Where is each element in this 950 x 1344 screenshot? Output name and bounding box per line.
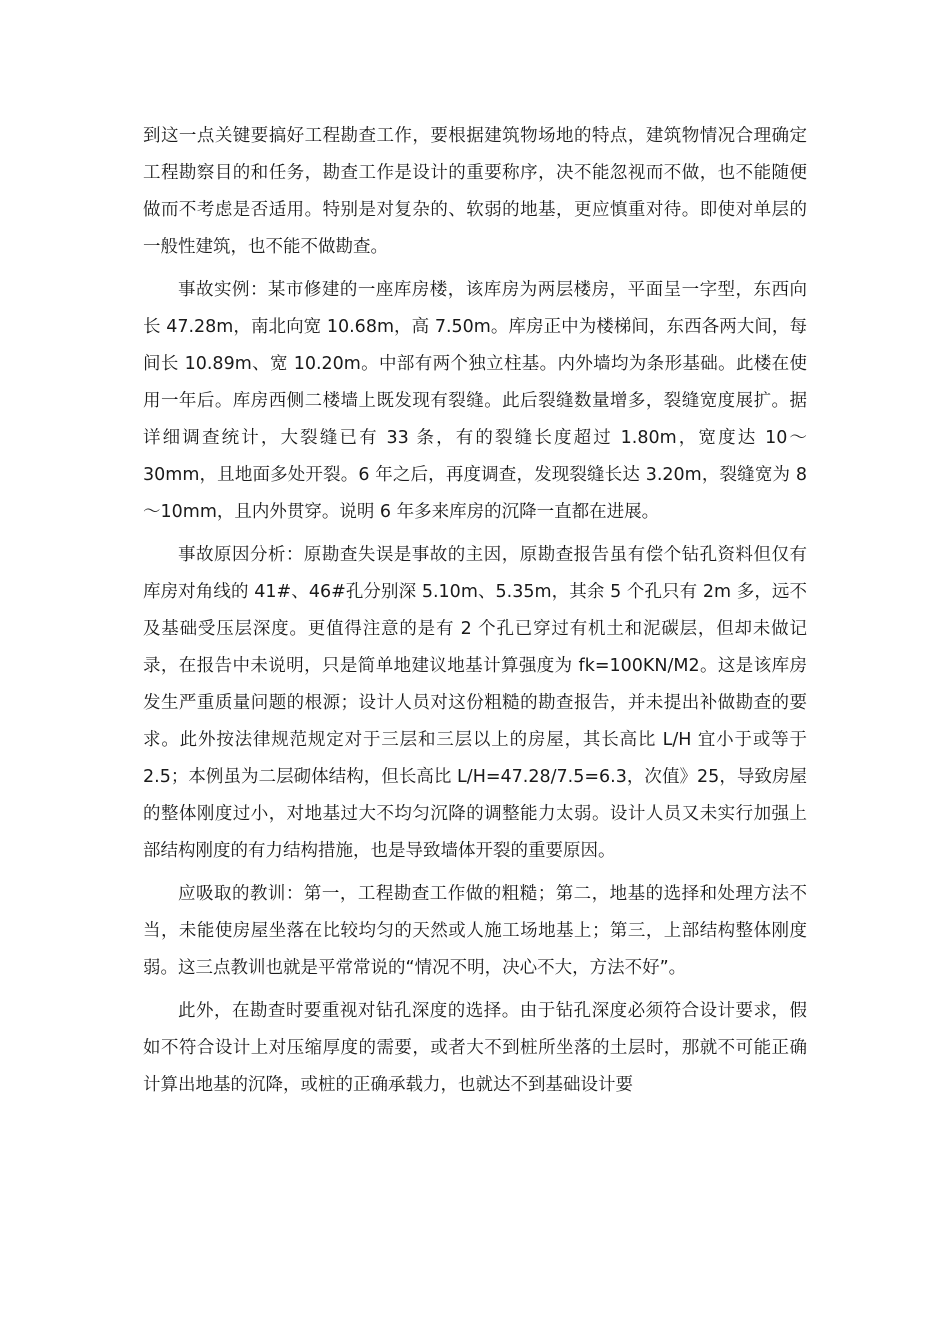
paragraph-lessons: 应吸取的教训：第一，工程勘查工作做的粗糙；第二，地基的选择和处理方法不当，未能使房屋坐落在比较均匀的天然或人施工场地基上；第三，上部结构整体刚度弱。这三点教训也就是平常常说的“情况不明，决心不大，方法不好”。 <box>143 884 807 978</box>
paragraph-accident-example: 事故实例：某市修建的一座库房楼，该库房为两层楼房，平面呈一字型，东西向长 47.28m，南北向宽 10.68m，高 7.50m。库房正中为楼梯间，东西各两大间，每间长 10.89m、宽 10.20m。中部有两个独立柱基。内外墙均为条形基础。此楼在使用一年后。库房西侧二楼墙上既发现有裂缝。此后裂缝数量增多，裂缝宽度展扩。据详细调查统计，大裂缝已有 33 条，有的裂缝长度超过 1.80m，宽度达 10～30mm，且地面多处开裂。6 年之后，再度调查，发现裂缝长达 3.20m，裂缝宽为 8～10mm，且内外贯穿。说明 6 年多来库房的沉降一直都在进展。 <box>143 280 807 522</box>
paragraph-cause-analysis: 事故原因分析：原勘查失误是事故的主因，原勘查报告虽有偿个钻孔资料但仅有库房对角线的 41#、46#孔分别深 5.10m、5.35m，其余 5 个孔只有 2m 多，远不及基础受压层深度。更值得注意的是有 2 个孔已穿过有机土和泥碳层，但却未做记录，在报告中未说明，只是简单地建议地基计算强度为 fk=100KN/M2。这是该库房发生严重质量问题的根源；设计人员对这份粗糙的勘查报告，并未提出补做勘查的要求。此外按法律规范规定对于三层和三层以上的房屋，其长高比 L/H 宜小于或等于 2.5；本例虽为二层砌体结构，但长高比 L/H=47.28/7.5=6.3，次值》25，导致房屋的整体刚度过小，对地基过大不均匀沉降的调整能力太弱。设计人员又未实行加强上部结构刚度的有力结构措施，也是导致墙体开裂的重要原因。 <box>143 545 807 861</box>
document-body <box>143 118 807 1104</box>
paragraph-drilling-depth: 此外，在勘查时要重视对钻孔深度的选择。由于钻孔深度必须符合设计要求，假如不符合设计上对压缩厚度的需要，或者大不到桩所坐落的土层时，那就不可能正确计算出地基的沉降，或桩的正确承载力，也就达不到基础设计要 <box>143 1001 807 1095</box>
paragraph-continuation: 到这一点关键要搞好工程勘查工作，要根据建筑物场地的特点，建筑物情况合理确定工程勘察目的和任务，勘查工作是设计的重要称序，决不能忽视而不做，也不能随便做而不考虑是否适用。特别是对复杂的、软弱的地基，更应慎重对待。即使对单层的一般性建筑，也不能不做勘查。 <box>143 126 807 257</box>
